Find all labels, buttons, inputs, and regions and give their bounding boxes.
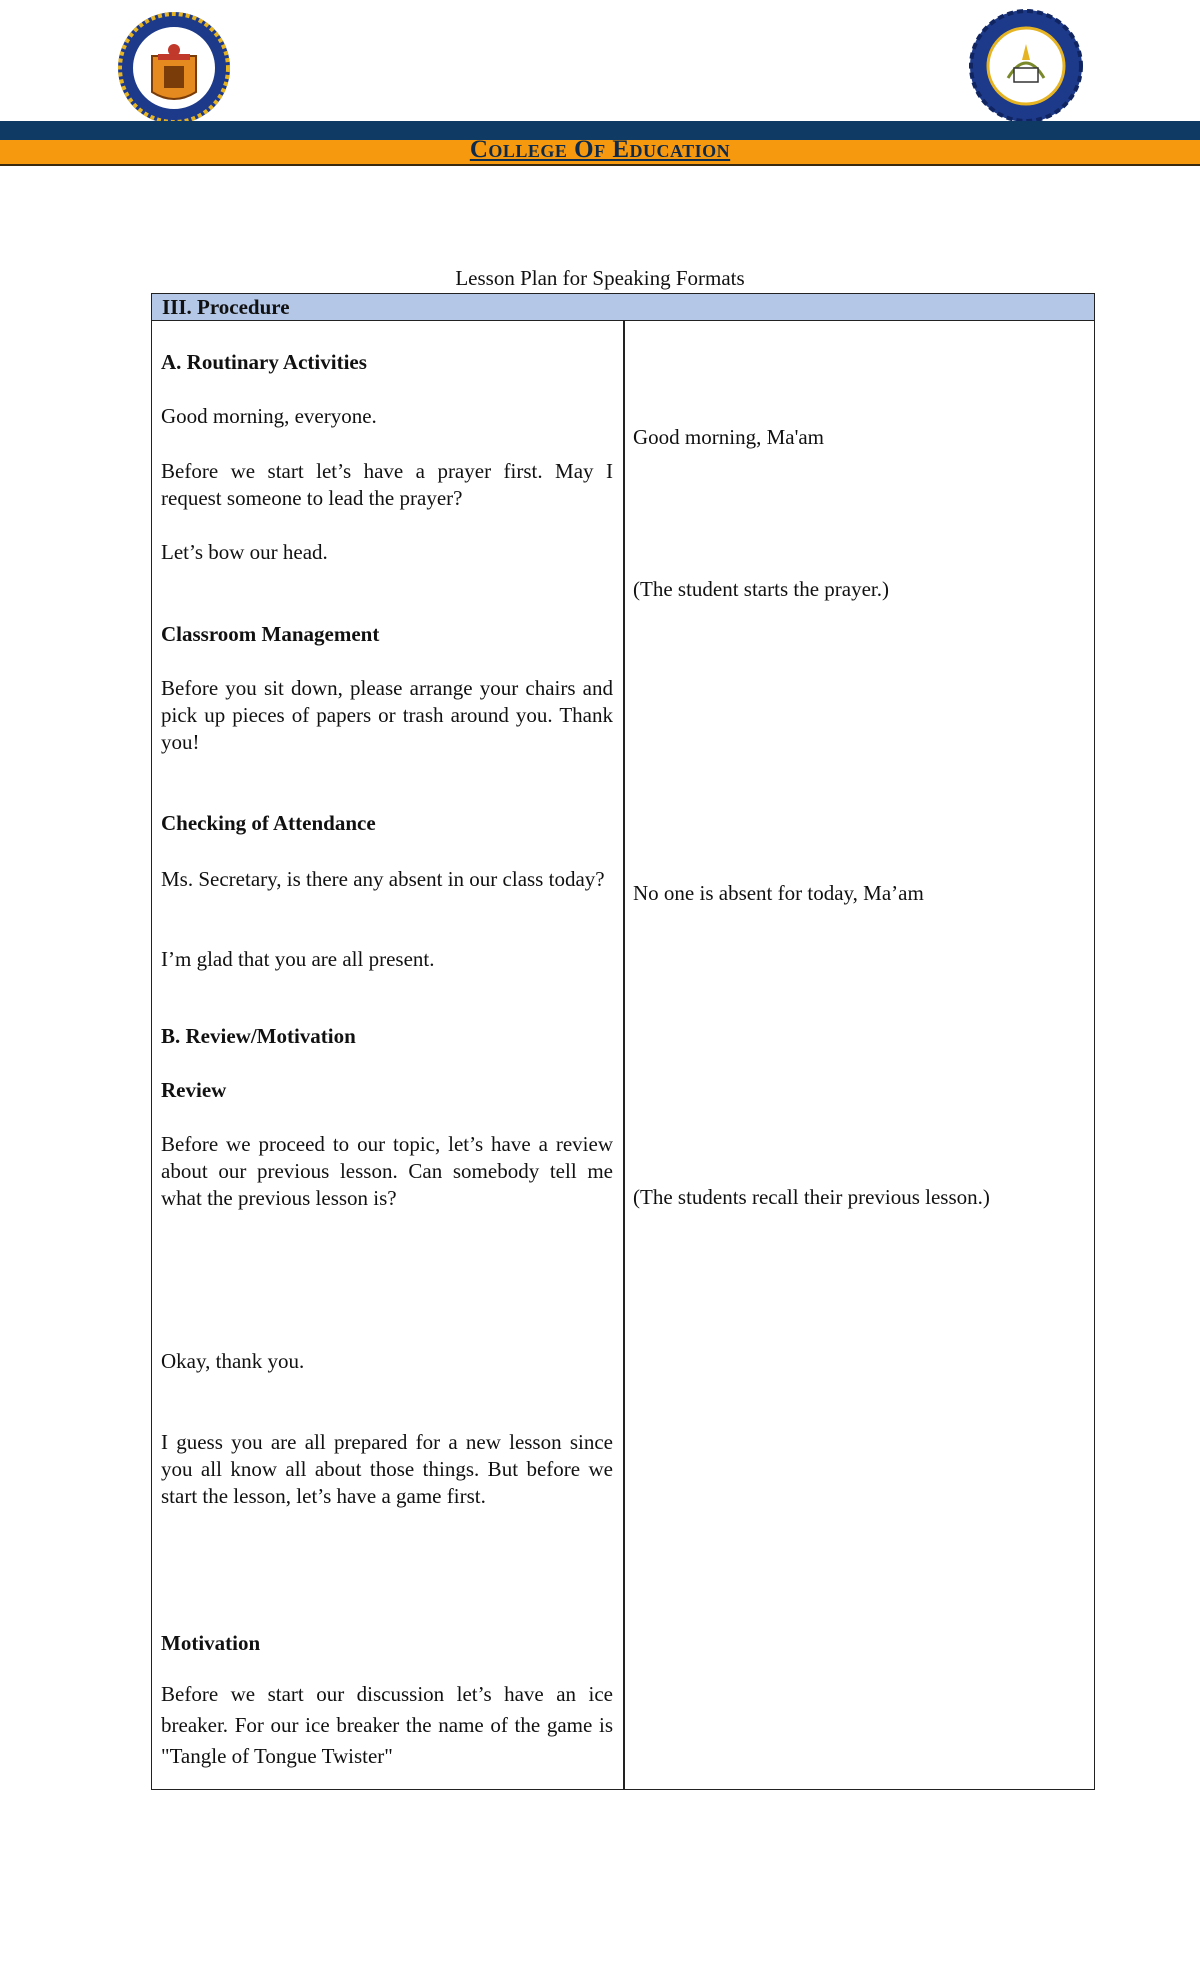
- bow-instruction: Let’s bow our head.: [161, 540, 328, 564]
- review-heading: Review: [161, 1078, 227, 1102]
- students-prayer-reply: (The student starts the prayer.): [633, 577, 889, 601]
- section-heading: III. Procedure: [152, 294, 1094, 321]
- students-greeting-reply: Good morning, Ma'am: [633, 425, 825, 449]
- routinary-activities-heading: A. Routinary Activities: [161, 350, 367, 374]
- attendance-heading: Checking of Attendance: [161, 811, 376, 835]
- classroom-management-heading: Classroom Management: [161, 622, 380, 646]
- review-text: Before we proceed to our topic, let’s have a review about our previous lesson. Can somebody tell me what the previous lesson is?: [161, 1132, 613, 1210]
- classroom-management-text: Before you sit down, please arrange your chairs and pick up pieces of papers or trash around you. Thank you!: [161, 676, 613, 754]
- okay-thanks: Okay, thank you.: [161, 1349, 305, 1373]
- prayer-request: Before we start let’s have a prayer first. May I request someone to lead the prayer?: [161, 459, 613, 510]
- review-motivation-heading: B. Review/Motivation: [161, 1024, 356, 1048]
- attendance-question: Ms. Secretary, is there any absent in our class today?: [161, 867, 605, 891]
- document-title: Lesson Plan for Speaking Formats: [455, 266, 745, 290]
- college-title: College Of Education: [469, 136, 731, 163]
- column-divider: [623, 321, 625, 1789]
- students-attendance-reply: No one is absent for today, Ma’am: [633, 881, 924, 905]
- teacher-greeting: Good morning, everyone.: [161, 404, 377, 428]
- college-of-education-seal-logo: [968, 8, 1084, 124]
- motivation-text: Before we start our discussion let’s have an ice breaker. For our ice breaker the name of the game is "Tangle of Tongue Twister": [161, 1682, 613, 1768]
- students-review-reply: (The students recall their previous lesson.): [633, 1185, 990, 1209]
- university-seal-logo: [116, 10, 232, 126]
- motivation-heading: Motivation: [161, 1631, 261, 1655]
- guess-text: I guess you are all prepared for a new lesson since you all know all about those things. But before we start the lesson, let’s have a game first.: [161, 1430, 613, 1508]
- attendance-glad: I’m glad that you are all present.: [161, 947, 435, 971]
